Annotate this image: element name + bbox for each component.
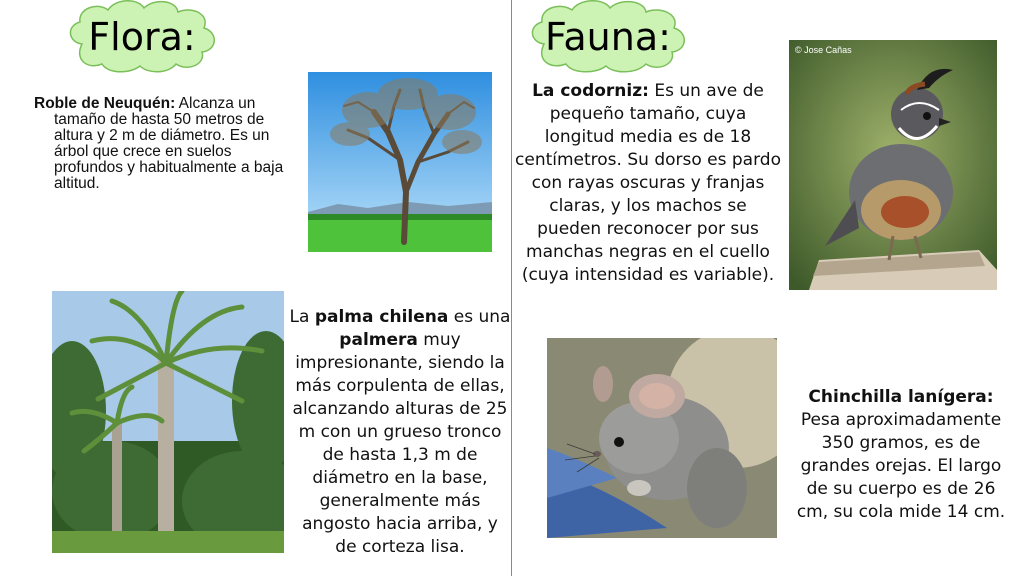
palma-text-1: La [289, 307, 315, 327]
flora-title: Flora: [88, 15, 196, 59]
fauna-title: Fauna: [545, 15, 671, 59]
center-divider [511, 0, 512, 576]
codorniz-description [515, 80, 781, 287]
roble-tree-image [308, 72, 492, 252]
codorniz-name: La codorniz: [532, 81, 649, 101]
codorniz-text: Es un ave de pequeño tamaño, cuya longitud media es de 18 centímetros. Su dorso es pardo con rayas oscuras y franjas claras, y los machos se pueden reconocer por sus manchas negras en el cuello (cuya intensidad es variable). [515, 81, 781, 285]
roble-text: Alcanza un tamaño de hasta 50 metros de altura y 2 m de diámetro. Es un árbol que crece en suelos profundos y habitualmente a baja altitud. [54, 95, 284, 192]
palma-chilena-image [52, 291, 284, 553]
palma-bold-1: palma chilena [314, 307, 449, 327]
chinchilla-name: Chinchilla lanígera: [808, 387, 994, 407]
codorniz-image [789, 40, 997, 290]
chinchilla-image [547, 338, 777, 538]
fauna-title-cloud [526, 0, 690, 74]
chinchilla-text: Pesa aproximadamente 350 gramos, es de grandes orejas. El largo de su cuerpo es de 26 cm, su cola mide 14 cm. [796, 410, 1006, 522]
photo-credit: © Jose Cañas [795, 45, 852, 55]
palma-text-2: es una [448, 307, 511, 327]
chinchilla-description [790, 386, 1012, 524]
roble-name: Roble de Neuquén: [34, 95, 176, 112]
roble-description [34, 96, 294, 192]
flora-title-cloud [64, 0, 220, 74]
palma-text-3: muy impresionante, siendo la más corpulenta de ellas, alcanzando alturas de 25 m con un grueso tronco de hasta 1,3 m de diámetro en la base, generalmente más angosto hacia arriba, y de corteza lisa. [292, 330, 508, 557]
palma-bold-2: palmera [339, 330, 418, 350]
palma-description [289, 306, 511, 559]
